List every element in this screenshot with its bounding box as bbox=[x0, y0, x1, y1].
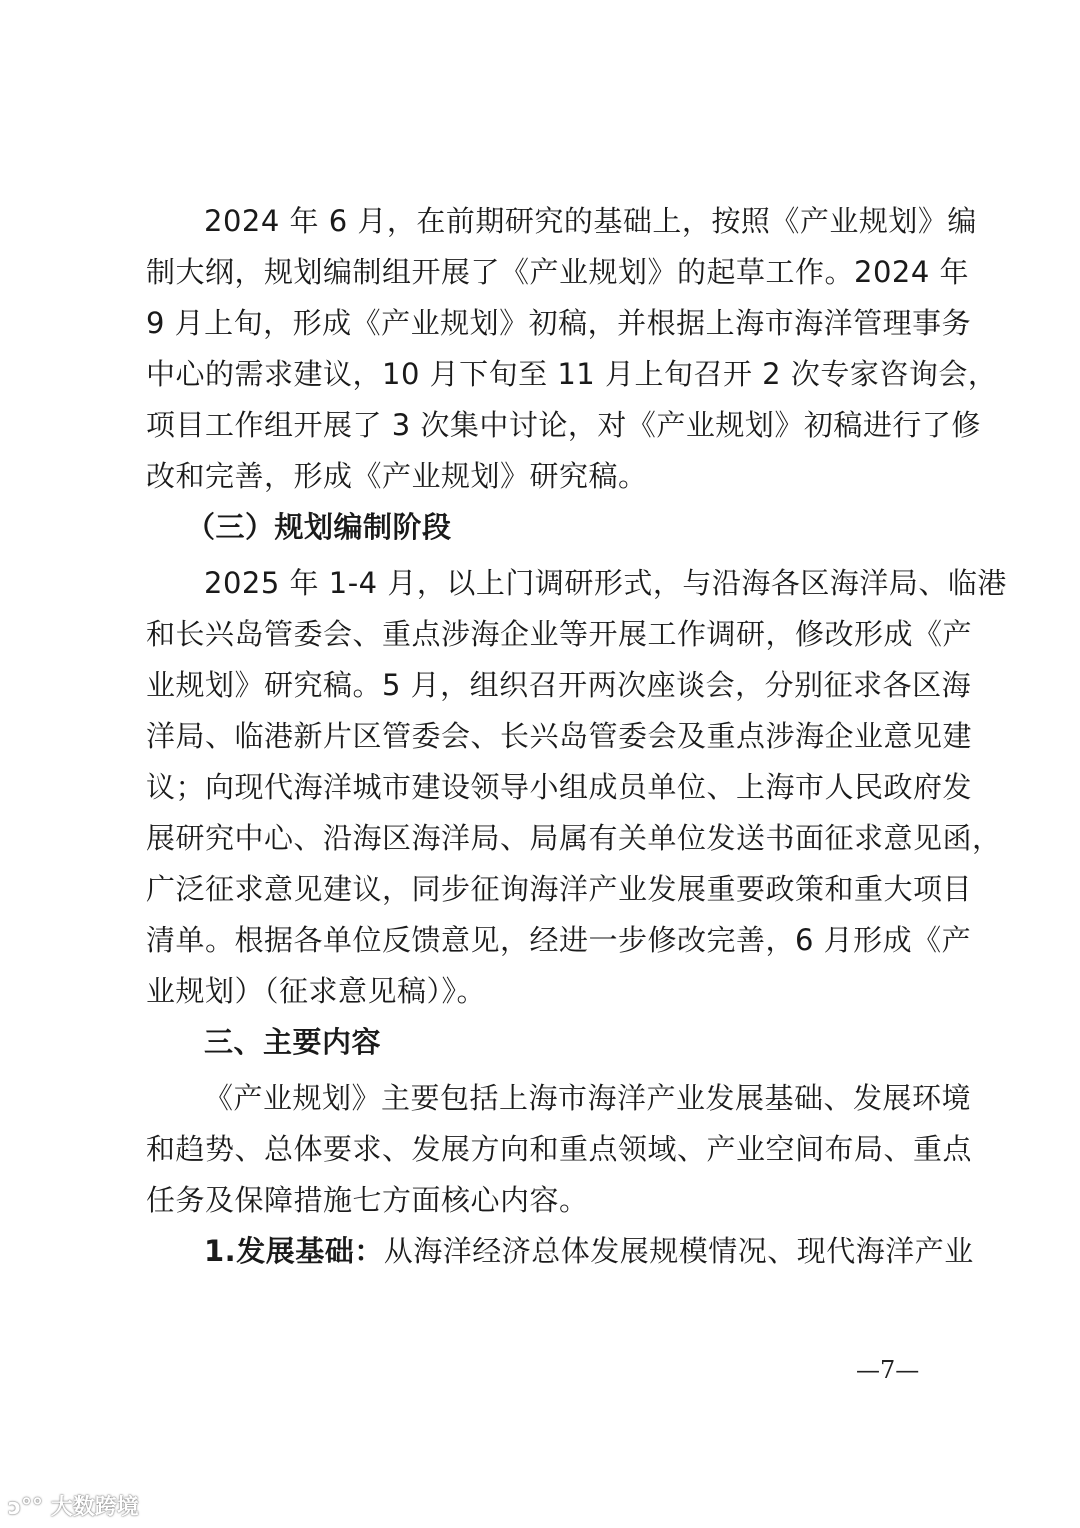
text-line: 和长兴岛管委会、重点涉海企业等开展工作调研，修改形成《产 bbox=[146, 617, 973, 651]
paragraph-main-content bbox=[146, 1077, 973, 1230]
page-number: —7— bbox=[856, 1356, 920, 1384]
text-line: 中心的需求建议，10 月下旬至 11 月上旬召开 2 次专家咨询会， bbox=[146, 357, 998, 391]
text-line: 项目工作组开展了 3 次集中讨论，对《产业规划》初稿进行了修 bbox=[146, 408, 981, 442]
item-text: 从海洋经济总体发展规模情况、现代海洋产业 bbox=[383, 1234, 974, 1268]
text-line: 展研究中心、沿海区海洋局、局属有关单位发送书面征求意见函， bbox=[146, 821, 1002, 855]
text-line: 任务及保障措施七方面核心内容。 bbox=[146, 1183, 589, 1217]
section-heading: 三、主要内容 bbox=[204, 1025, 382, 1059]
text-line: 广泛征求意见建议，同步征询海洋产业发展重要政策和重大项目 bbox=[146, 872, 973, 906]
watermark-logo bbox=[8, 1490, 139, 1521]
watermark-text: 大数跨境 bbox=[50, 1495, 139, 1520]
text-line: 9 月上旬，形成《产业规划》初稿，并根据上海市海洋管理事务 bbox=[146, 306, 972, 340]
paragraph-drafting bbox=[146, 200, 998, 506]
text-line: 改和完善，形成《产业规划》研究稿。 bbox=[146, 459, 648, 493]
text-line: 2024 年 6 月，在前期研究的基础上，按照《产业规划》编 bbox=[204, 204, 977, 238]
logo-icon: ↄ°° bbox=[8, 1495, 44, 1520]
text-line: 清单。根据各单位反馈意见，经进一步修改完善，6 月形成《产 bbox=[146, 923, 972, 957]
text-line: 和趋势、总体要求、发展方向和重点领域、产业空间布局、重点 bbox=[146, 1132, 973, 1166]
text-line: 洋局、临港新片区管委会、长兴岛管委会及重点涉海企业意见建 bbox=[146, 719, 973, 753]
text-line: 业规划）（征求意见稿）》。 bbox=[146, 974, 487, 1008]
text-line: 2025 年 1-4 月，以上门调研形式，与沿海各区海洋局、临港 bbox=[204, 566, 1007, 600]
text-line: 业规划》研究稿。5 月，组织召开两次座谈会，分别征求各区海 bbox=[146, 668, 972, 702]
item-development-basis bbox=[146, 1230, 974, 1281]
text-line: 《产业规划》主要包括上海市海洋产业发展基础、发展环境 bbox=[204, 1081, 972, 1115]
item-label: 1.发展基础： bbox=[204, 1234, 384, 1268]
subsection-heading: （三）规划编制阶段 bbox=[186, 510, 452, 544]
text-line: 制大纲，规划编制组开展了《产业规划》的起草工作。2024 年 bbox=[146, 255, 970, 289]
text-line: 议；向现代海洋城市建设领导小组成员单位、上海市人民政府发 bbox=[146, 770, 973, 804]
paragraph-planning-stage bbox=[146, 562, 1007, 1021]
document-body bbox=[146, 200, 1007, 1281]
